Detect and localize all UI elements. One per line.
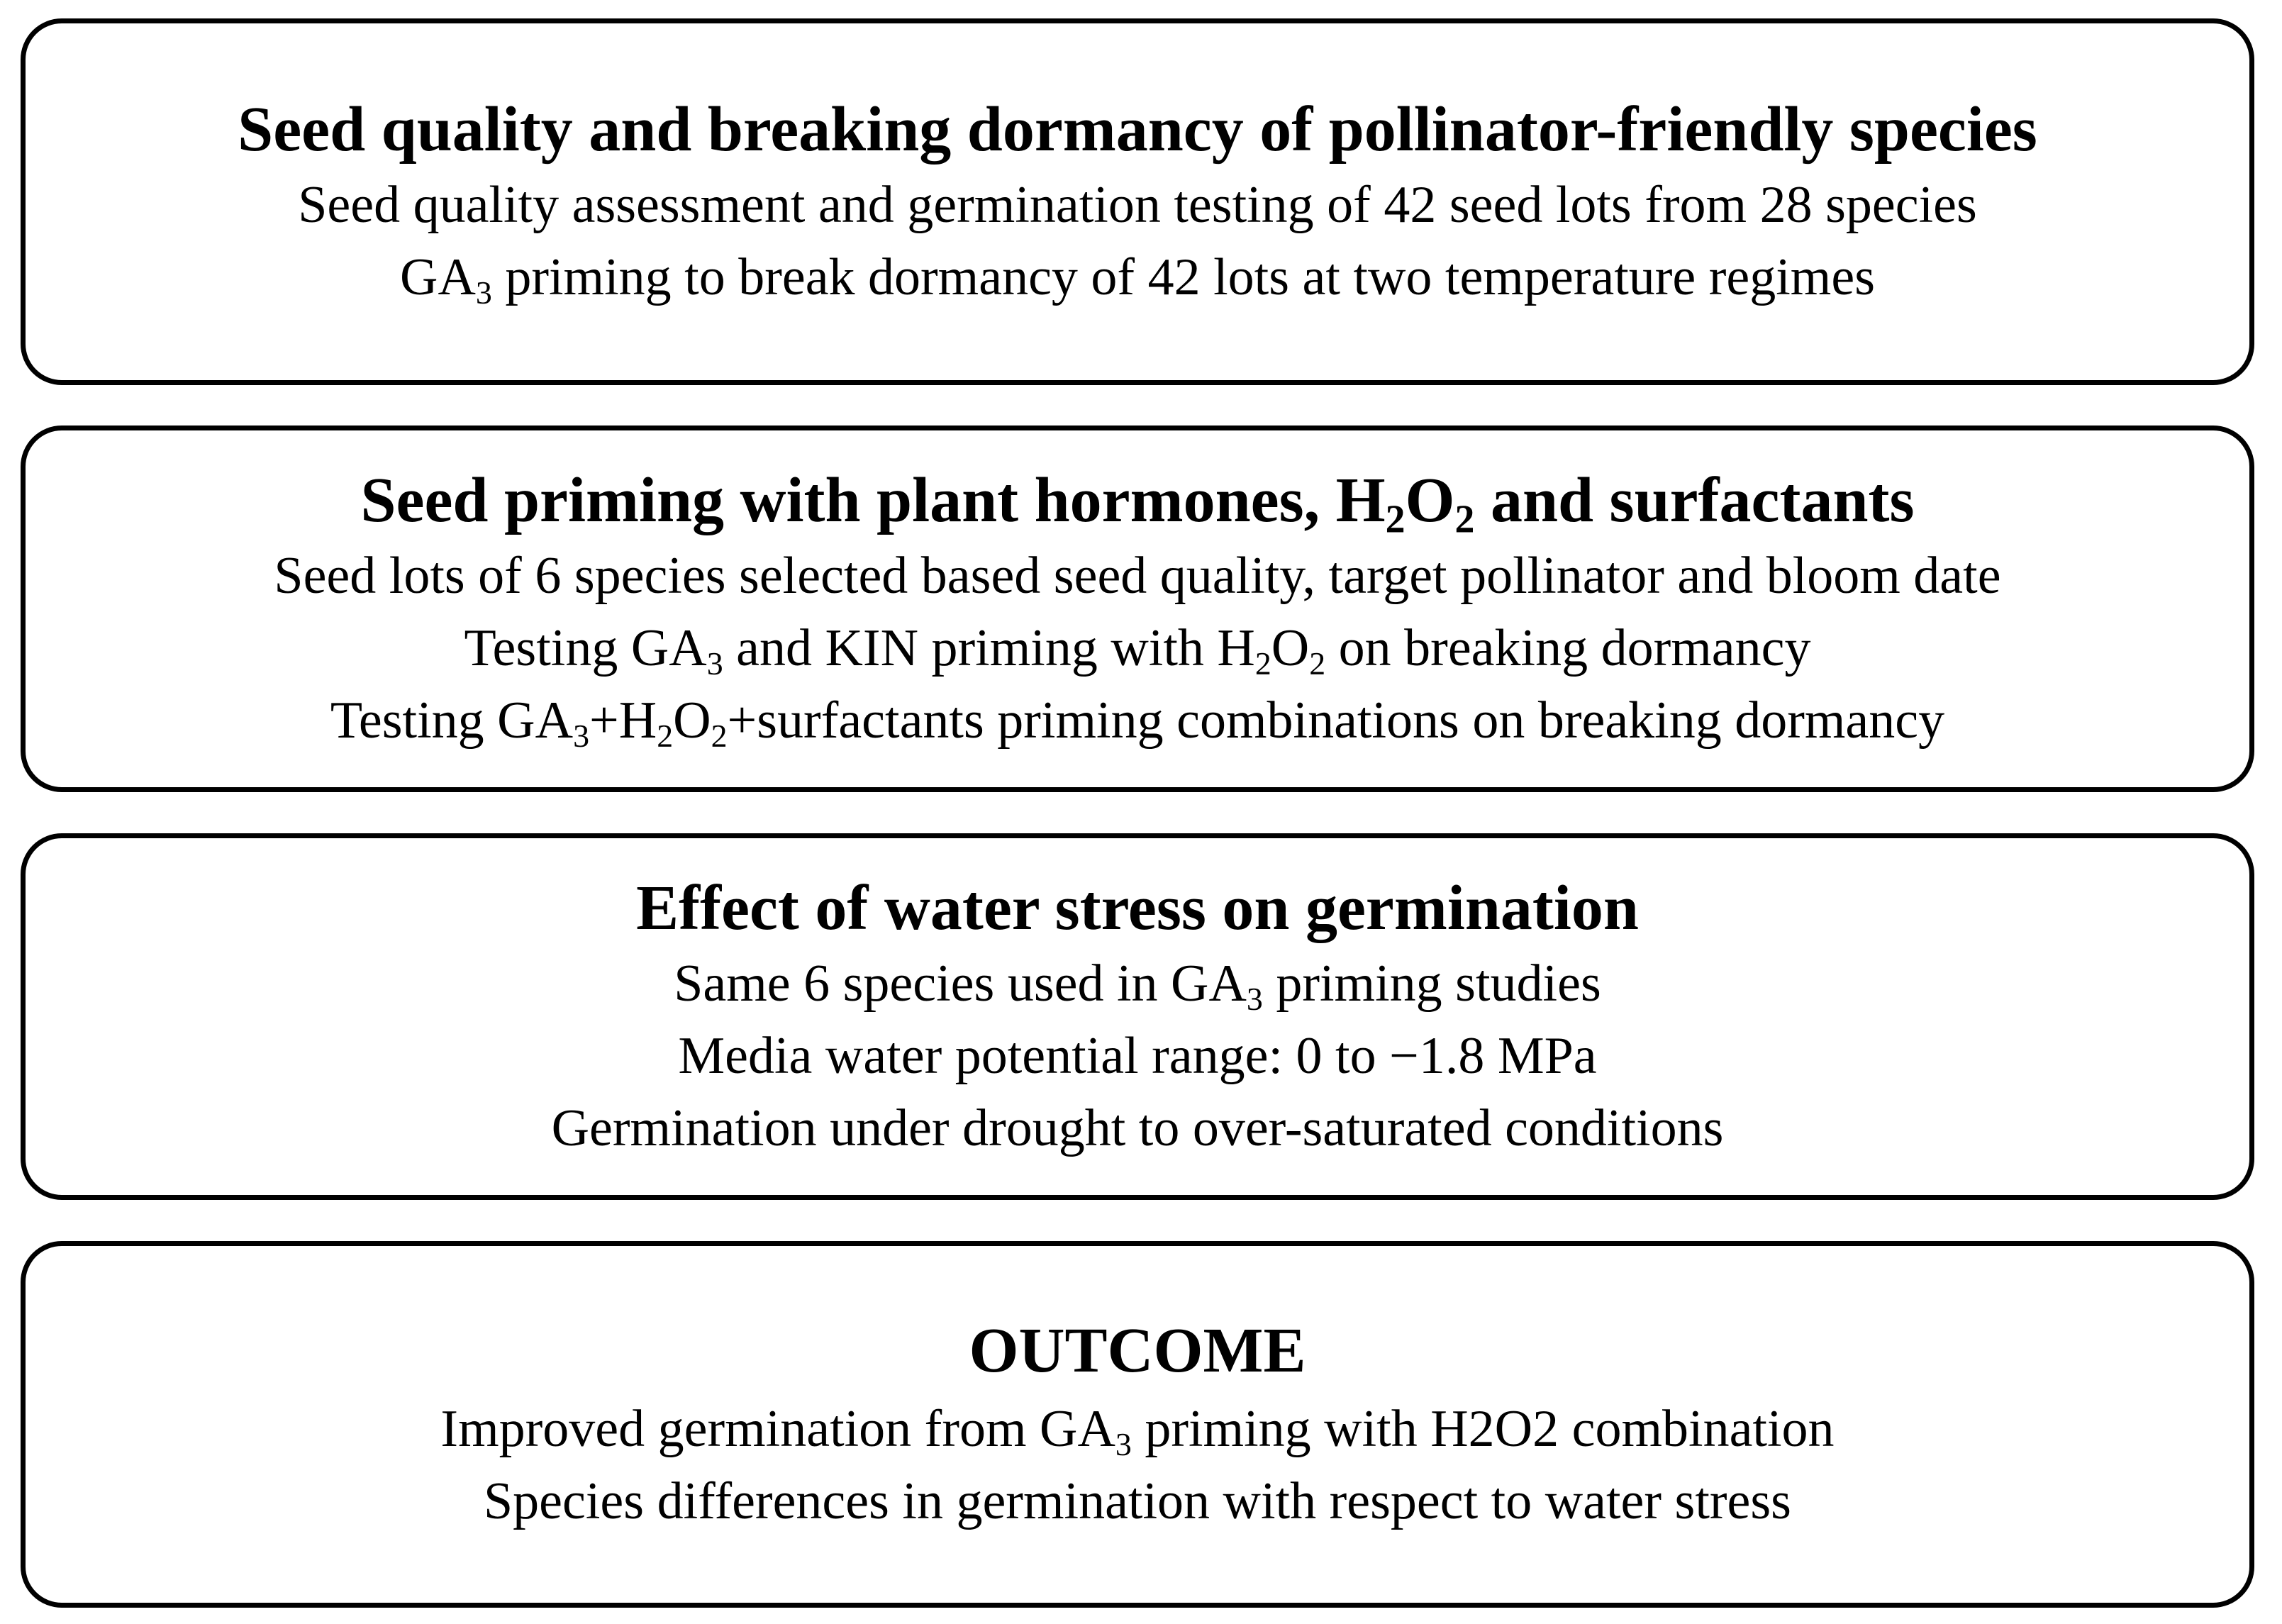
water-stress-box	[21, 833, 2254, 1200]
subscript: 3	[706, 645, 723, 682]
seed-priming-line-3	[330, 684, 1944, 757]
outcome-box	[21, 1241, 2254, 1608]
line-text: Testing GA	[464, 618, 707, 677]
line-text: Germination under drought to over-saturated conditions	[551, 1099, 1724, 1157]
water-stress-line-3	[552, 1092, 1724, 1164]
seed-quality-line-1	[298, 169, 1977, 241]
subscript: 3	[1246, 980, 1263, 1017]
line-text: GA	[400, 248, 476, 306]
subscript: 2	[711, 717, 728, 754]
heading-text: Seed quality and breaking dormancy of pollinator-friendly species	[238, 94, 2037, 165]
subscript: 3	[475, 274, 492, 311]
outcome-line-2	[484, 1465, 1791, 1537]
line-text: +H	[589, 691, 657, 750]
subscript: 3	[1115, 1425, 1132, 1462]
line-text: Media water potential range: 0 to −1.8 MPa	[678, 1026, 1597, 1085]
subscript: 2	[657, 717, 674, 754]
heading-text: O	[1405, 465, 1455, 535]
outcome-heading	[969, 1312, 1306, 1390]
line-text: on breaking dormancy	[1325, 618, 1811, 677]
line-text: Seed quality assessment and germination testing of 42 seed lots from 28 species	[298, 175, 1977, 234]
line-text: Improved germination from GA	[440, 1399, 1115, 1458]
seed-priming-heading	[360, 462, 1914, 540]
line-text: O	[673, 691, 711, 750]
seed-quality-box	[21, 18, 2254, 385]
line-text: Testing GA	[330, 691, 574, 750]
water-stress-heading	[636, 869, 1639, 947]
subscript: 2	[1254, 645, 1271, 682]
line-text: Same 6 species used in GA	[674, 954, 1247, 1013]
seed-priming-line-1	[274, 540, 2000, 612]
water-stress-line-2	[678, 1020, 1596, 1092]
heading-text: Seed priming with plant hormones, H	[360, 465, 1386, 535]
water-stress-line-1	[674, 947, 1601, 1020]
heading-text: and surfactants	[1474, 465, 1915, 535]
subscript: 2	[1385, 497, 1406, 542]
line-text: +surfactants priming combinations on breaking dormancy	[727, 691, 1945, 750]
line-text: Species differences in germination with respect to water stress	[484, 1472, 1791, 1530]
line-text: priming to break dormancy of 42 lots at two temperature regimes	[491, 248, 1875, 306]
line-text: and KIN priming with H	[723, 618, 1255, 677]
seed-priming-box	[21, 426, 2254, 792]
line-text: priming with H2O2 combination	[1131, 1399, 1835, 1458]
seed-quality-heading	[238, 91, 2037, 169]
subscript: 3	[573, 717, 589, 754]
outcome-line-1	[440, 1393, 1834, 1465]
heading-text: OUTCOME	[969, 1315, 1306, 1386]
subscript: 2	[1454, 497, 1475, 542]
subscript: 2	[1309, 645, 1326, 682]
line-text: priming studies	[1262, 954, 1601, 1013]
heading-text: Effect of water stress on germination	[636, 872, 1639, 943]
line-text: O	[1271, 618, 1310, 677]
seed-quality-line-2	[400, 241, 1875, 313]
seed-priming-line-2	[464, 612, 1811, 684]
line-text: Seed lots of 6 species selected based seed quality, target pollinator and bloom date	[274, 546, 2001, 605]
